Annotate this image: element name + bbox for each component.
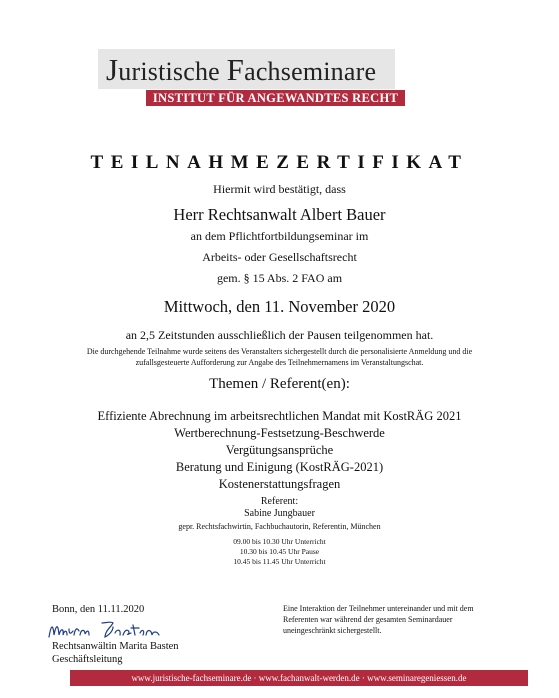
footer-links-bar: www.juristische-fachseminare.de · www.fachanwalt-werden.de · www.seminaregeniessen.de — [70, 670, 528, 686]
topic-item: Wertberechnung-Festsetzung-Beschwerde — [174, 426, 385, 440]
topics-heading: Themen / Referent(en): — [209, 376, 350, 392]
regulation-line: gem. § 15 Abs. 2 FAO am — [216, 271, 343, 285]
signatory-name: Rechtsanwältin Marita Basten — [52, 641, 179, 652]
speaker-title: gepr. Rechtsfachwirtin, Fachbuchautorin, Referentin, München — [178, 522, 381, 531]
interaction-note-1: Eine Interaktion der Teilnehmer untereinander und mit dem — [283, 604, 474, 613]
topic-item: Kostenerstattungsfragen — [218, 477, 341, 491]
participant-name: Herr Rechtsanwalt Albert Bauer — [173, 205, 386, 224]
speaker-label: Referent: — [260, 496, 299, 507]
attendance-note-2: zufallsgesteuerte Aufforderung zur Angabe des Teilnehmernamens im Veranstaltungschat. — [135, 358, 424, 367]
attendance-note-1: Die durchgehende Teilnahme wurde seitens des Veranstalters sichergestellt durch die personalisierte Anmeldung und die — [86, 347, 473, 356]
schedule-item: 10.45 bis 11.45 Uhr Unterricht — [233, 557, 326, 566]
interaction-note-2: Referenten war während der gesamten Seminardauer — [283, 615, 453, 624]
topic-item: Effiziente Abrechnung im arbeitsrechtlichen Mandat mit KostRÄG 2021 — [97, 409, 462, 423]
svg-text:Marita Basten: Marita Basten — [47, 617, 53, 618]
certificate-title: TEILNAHMEZERTIFIKAT — [90, 152, 469, 173]
logo-wordmark: Juristische Fachseminare — [106, 52, 377, 87]
institute-banner: INSTITUT FÜR ANGEWANDTES RECHT — [146, 90, 405, 106]
schedule-item: 10.30 bis 10.45 Uhr Pause — [239, 547, 320, 556]
confirm-line: Hiermit wird bestätigt, dass — [213, 182, 346, 196]
seminar-line-2: Arbeits- oder Gesellschaftsrecht — [202, 250, 357, 264]
signatory-role: Geschäftsleitung — [52, 654, 123, 665]
topic-item: Vergütungsansprüche — [225, 443, 334, 457]
hours-line: an 2,5 Zeitstunden ausschließlich der Pausen teilgenommen hat. — [125, 328, 434, 342]
seminar-line-1: an dem Pflichtfortbildungseminar im — [190, 229, 369, 243]
interaction-note-3: uneingeschränkt sichergestellt. — [283, 626, 382, 635]
schedule-item: 09.00 bis 10.30 Uhr Unterricht — [233, 537, 326, 546]
topic-item: Beratung und Einigung (KostRÄG-2021) — [175, 460, 384, 474]
place-date: Bonn, den 11.11.2020 — [52, 604, 145, 615]
seminar-date: Mittwoch, den 11. November 2020 — [163, 297, 396, 316]
speaker-name: Sabine Jungbauer — [244, 508, 315, 519]
handwritten-signature — [47, 617, 177, 641]
